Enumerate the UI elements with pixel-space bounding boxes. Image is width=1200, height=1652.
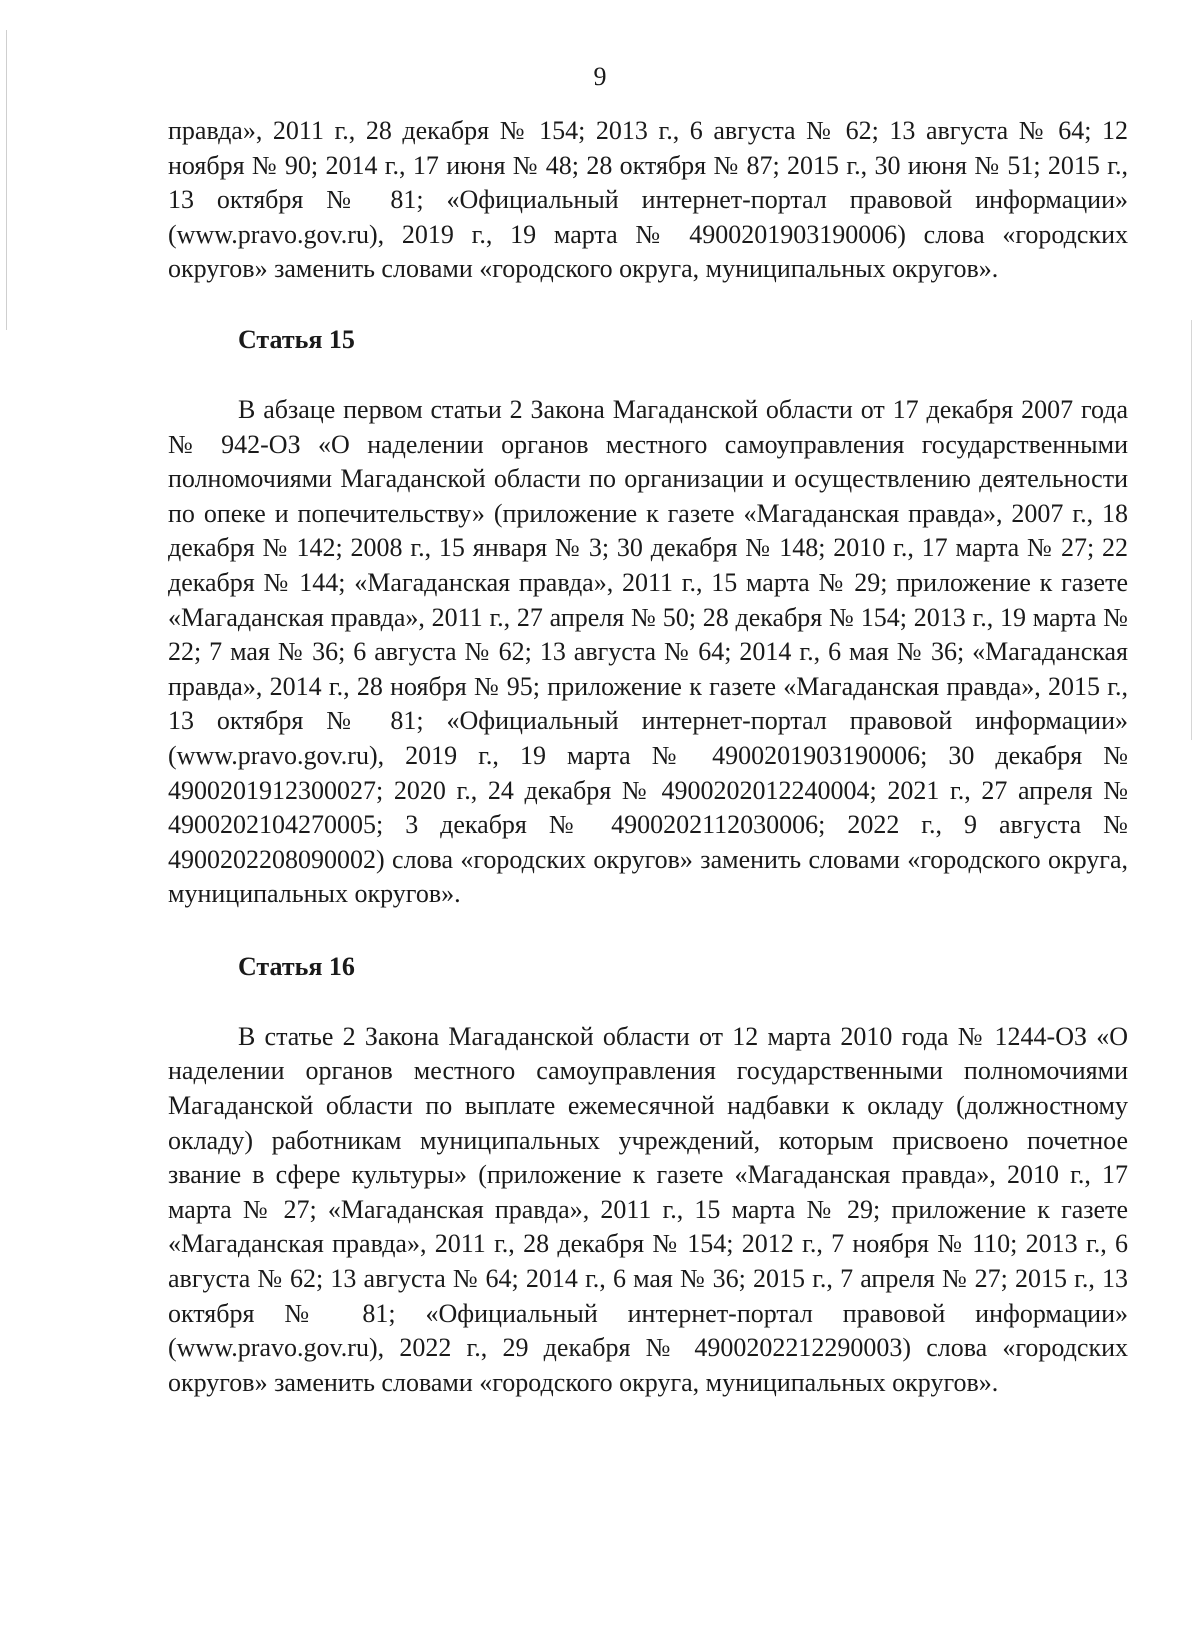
document-body: [168, 114, 1128, 1400]
continuation-paragraph: правда», 2011 г., 28 декабря № 154; 2013 г., 6 августа № 62; 13 августа № 64; 12 ноября № 90; 2014 г., 17 июня № 48; 28 октября № 87; 2015 г., 30 июня № 51; 2015 г., 13 октября № 81; «Официальный интернет-портал правовой информации» (www.pravo.gov.ru), 2019 г., 19 марта № 4900201903190006) слова «городских округов» заменить словами «городского округа, муниципальных округов».: [168, 116, 1128, 284]
article-15-heading: Статья 15: [238, 324, 355, 354]
article-16-heading: Статья 16: [238, 951, 355, 981]
article-16-text: В статье 2 Закона Магаданской области от 12 марта 2010 года № 1244-ОЗ «О наделении органов местного самоуправления государственными полномочиями Магаданской области по выплате ежемесячной надбавки к окладу (должностному окладу) работникам муниципальных учреждений, которым присвоено почетное звание в сфере культуры» (приложение к газете «Магаданская правда», 2010 г., 17 марта № 27; «Магаданская правда», 2011 г., 15 марта № 29; приложение к газете «Магаданская правда», 2011 г., 28 декабря № 154; 2012 г., 7 ноября № 110; 2013 г., 6 августа № 62; 13 августа № 64; 2014 г., 6 мая № 36; 2015 г., 7 апреля № 27; 2015 г., 13 октября № 81; «Официальный интернет-портал правовой информации» (www.pravo.gov.ru), 2022 г., 29 декабря № 4900202212290003) слова «городских округов» заменить словами «городского округа, муниципальных округов».: [168, 1021, 1128, 1397]
article-15-text: В абзаце первом статьи 2 Закона Магаданской области от 17 декабря 2007 года № 942-ОЗ «О наделении органов местного самоуправления государственными полномочиями Магаданской области по организации и осуществлению деятельности по опеке и попечительству» (приложение к газете «Магаданская правда», 2007 г., 18 декабря № 142; 2008 г., 15 января № 3; 30 декабря № 148; 2010 г., 17 марта № 27; 22 декабря № 144; «Магаданская правда», 2011 г., 15 марта № 29; приложение к газете «Магаданская правда», 2011 г., 27 апреля № 50; 28 декабря № 154; 2013 г., 19 марта № 22; 7 мая № 36; 6 августа № 62; 13 августа № 64; 2014 г., 6 мая № 36; «Магаданская правда», 2014 г., 28 ноября № 95; приложение к газете «Магаданская правда», 2015 г., 13 октября № 81; «Официальный интернет-портал правовой информации» (www.pravo.gov.ru), 2019 г., 19 марта № 4900201903190006; 30 декабря № 4900201912300027; 2020 г., 24 декабря № 4900202012240004; 2021 г., 27 апреля № 4900202104270005; 3 декабря № 4900202112030006; 2022 г., 9 августа № 4900202208090002) слова «городских округов» заменить словами «городского округа, муниципальных округов».: [168, 394, 1128, 909]
page-number: 9: [593, 62, 607, 91]
scan-edge-line: [1191, 320, 1192, 740]
